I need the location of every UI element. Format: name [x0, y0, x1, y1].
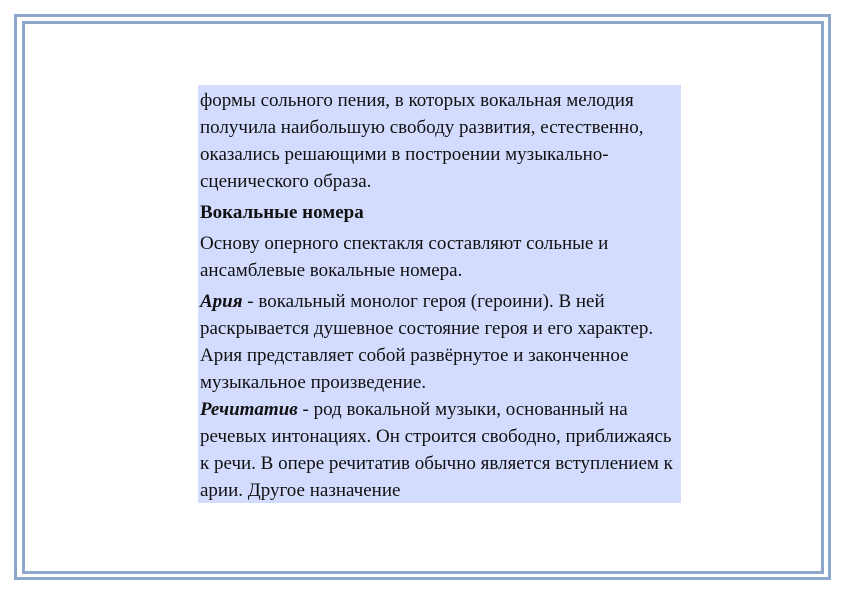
aria-definition: - вокальный монолог героя (героини). В ней раскрывается душевное состояние героя и его характер. Ария представляет собой развёрнутое и законченное музыкальное произведение.: [200, 291, 654, 393]
paragraph-opening: [200, 87, 679, 195]
recitative-definition: - род вокальной музыки, основанный на речевых интонациях. Он строится свободно, приближаясь к речи. В опере речитатив обычно является вступлением к арии. Другое назначение: [200, 399, 673, 501]
paragraph-aria: [200, 288, 679, 396]
term-recitative: Речитатив: [200, 399, 298, 420]
text-box: [198, 85, 681, 503]
section-heading: Вокальные номера: [200, 202, 364, 223]
paragraph-intro: Основу оперного спектакля составляют сольные и ансамблевые вокальные номера.: [200, 233, 609, 281]
paragraph-recitative: [200, 396, 679, 503]
term-aria: Ария: [200, 291, 243, 312]
paragraph-opening-text: формы сольного пения, в которых вокальная мелодия получила наибольшую свободу развития, естественно, оказались решающими в построении музыкально-сценического образа.: [200, 90, 644, 192]
